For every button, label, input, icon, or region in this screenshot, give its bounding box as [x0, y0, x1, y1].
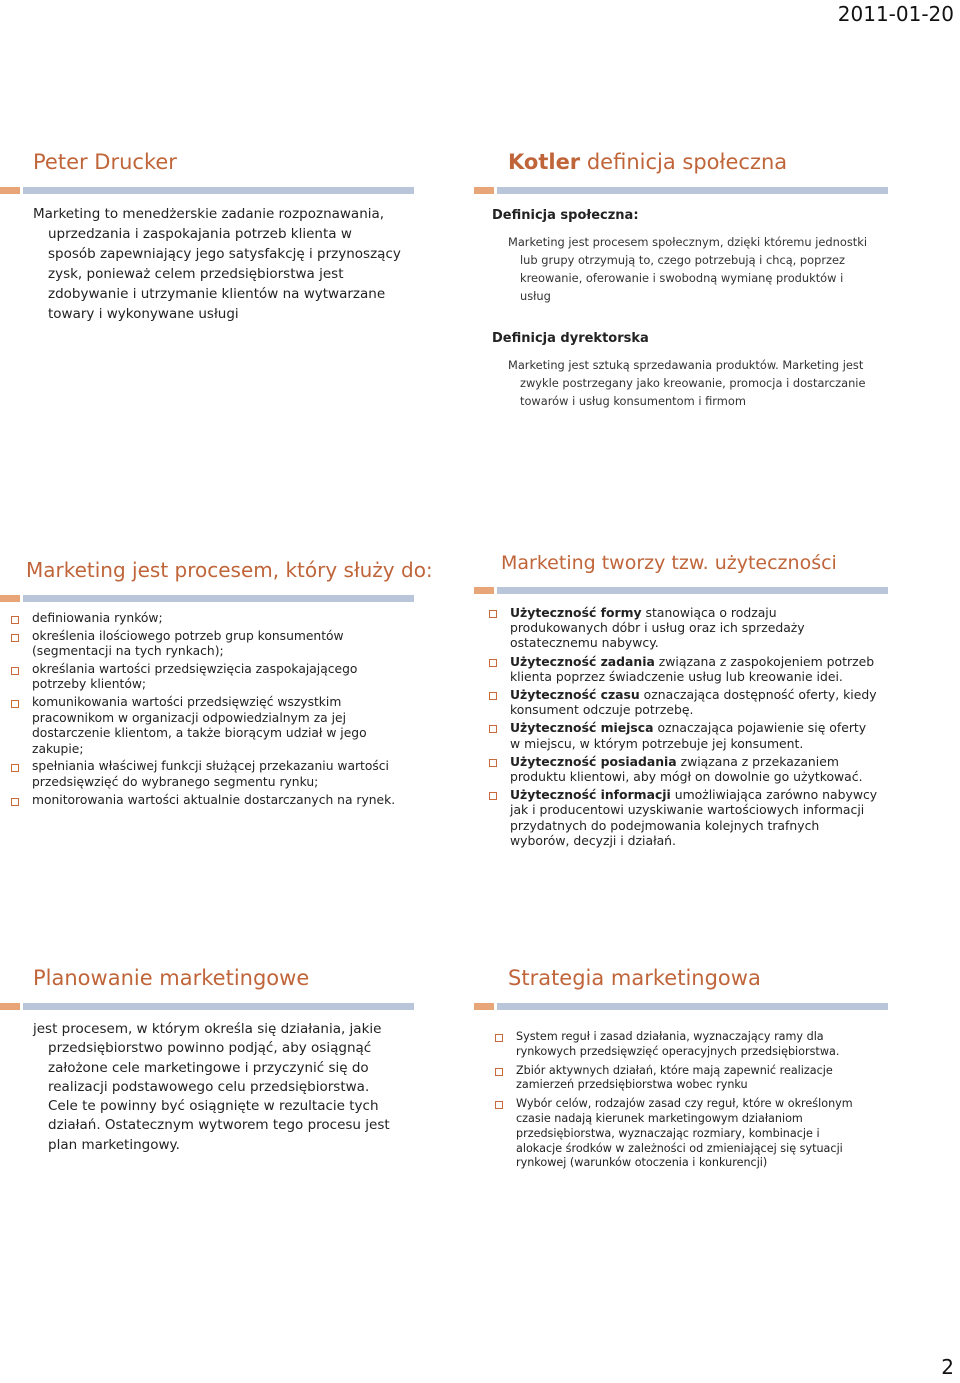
- title-bold-part: Kotler: [508, 150, 581, 174]
- definition-text: Marketing jest procesem społecznym, dzięki któremu jednostki lub grupy otrzymują to, czego potrzebują i chcą, poprzez kreowanie, oferowanie i swobodną wymianę produktów i usług: [508, 235, 867, 303]
- list-item: Użyteczność formy stanowiąca o rodzaju produkowanych dóbr i usług oraz ich sprzedaży ostatecznemu nabywcy.: [488, 605, 878, 651]
- slide-title: [508, 150, 787, 174]
- slide-marketing-strategy: [474, 956, 888, 1196]
- title-rest-part: definicja społeczna: [580, 150, 788, 174]
- square-bullet-icon: [11, 700, 19, 708]
- slide-kotler: [474, 140, 888, 420]
- list-item: Użyteczność informacji umożliwiająca zarówno nabywcy jak i producentowi uzyskiwanie wartościowych informacji przydatnych do podejmowania kolejnych trafnych wyborów, decyzji i działań.: [488, 787, 878, 848]
- list-item: Użyteczność miejsca oznaczająca pojawienie się oferty w miejscu, w którym potrzebuje jej konsument.: [488, 720, 878, 750]
- list-item: określenia ilościowego potrzeb grup konsumentów (segmentacji na tych rynkach);: [10, 629, 400, 660]
- square-bullet-icon: [11, 764, 19, 772]
- title-divider: [0, 595, 414, 602]
- square-bullet-icon: [489, 659, 497, 667]
- strategy-list: [494, 1030, 869, 1175]
- list-item: System reguł i zasad działania, wyznaczający ramy dla rynkowych przedsięwzięć operacyjnych przedsiębiorstwa.: [494, 1030, 869, 1060]
- square-bullet-icon: [11, 634, 19, 642]
- title-divider: [474, 1003, 888, 1010]
- list-item: Użyteczność posiadania związana z przekazaniem produktu klientowi, aby mógł on dowolnie go użytkować.: [488, 754, 878, 784]
- list-item: spełniania właściwej funkcji służącej przekazaniu wartości przedsięwzięć do wybranego segmentu rynku;: [10, 759, 400, 790]
- slide-title: Marketing tworzy tzw. użyteczności: [501, 552, 837, 574]
- list-item: komunikowania wartości przedsięwzięć wszystkim pracownikom w organizacji odpowiedzialnym za jej dostarczenie klientom, a także biorącym udział w jego zakupie;: [10, 695, 400, 757]
- slide-title: Marketing jest procesem, który służy do:: [26, 558, 433, 582]
- slide-title: Planowanie marketingowe: [33, 966, 310, 990]
- list-item: Wybór celów, rodzajów zasad czy reguł, które w określonym czasie nadają kierunek marketingowym działaniom przedsiębiorstwa, wyznaczając rozmiary, kombinacje i alokacje środków w zależności od zmieniającej się sytuacji rynkowej (warunków otoczenia i konkurencji): [494, 1097, 869, 1171]
- definition-text: Marketing jest sztuką sprzedawania produktów. Marketing jest zwykle postrzegany jako kreowanie, promocja i dostarczanie towarów i usług konsumentom i firmom: [508, 358, 866, 408]
- slide-body: [33, 1020, 403, 1155]
- title-divider: [0, 187, 414, 194]
- title-divider: [0, 1003, 414, 1010]
- list-item: definiowania rynków;: [10, 611, 400, 627]
- list-item: Użyteczność czasu oznaczająca dostępność oferty, kiedy konsument odczuje potrzebę.: [488, 687, 878, 717]
- title-divider: [474, 587, 888, 594]
- square-bullet-icon: [489, 759, 497, 767]
- square-bullet-icon: [495, 1068, 503, 1076]
- page-number: 2: [941, 1355, 954, 1379]
- slide-body: [492, 206, 877, 410]
- page-date: 2011-01-20: [837, 2, 954, 26]
- square-bullet-icon: [489, 792, 497, 800]
- list-item: monitorowania wartości aktualnie dostarczanych na rynek.: [10, 793, 400, 809]
- slide-marketing-process: [0, 548, 433, 828]
- square-bullet-icon: [489, 725, 497, 733]
- slide-title: Peter Drucker: [33, 150, 177, 174]
- body-paragraph: Marketing to menedżerskie zadanie rozpoznawania, uprzedzania i zaspokajania potrzeb klienta w sposób zapewniający jego satysfakcję i przynoszący zysk, ponieważ celem przedsiębiorstwa jest zdobywanie i utrzymanie klientów na wytwarzane towary i wykonywane usługi: [33, 206, 401, 322]
- list-item: Użyteczność zadania związana z zaspokojeniem potrzeb klienta poprzez świadczenie usług lub kreowanie idei.: [488, 654, 878, 684]
- square-bullet-icon: [11, 616, 19, 624]
- slide-marketing-planning: [0, 956, 414, 1196]
- slide-body: [33, 204, 403, 324]
- square-bullet-icon: [11, 667, 19, 675]
- list-item: określania wartości przedsięwzięcia zaspokajającego potrzeby klientów;: [10, 662, 400, 693]
- body-paragraph: jest procesem, w którym określa się działania, jakie przedsiębiorstwo powinno podjąć, aby osiągnąć założone cele marketingowe i przyczynić się do realizacji podstawowego celu przedsiębiorstwa. Cele te powinny być osiągnięte w rezultacie tych działań. Ostatecznym wytworem tego procesu jest plan marketingowy.: [33, 1021, 390, 1153]
- slide-peter-drucker: [0, 140, 414, 400]
- square-bullet-icon: [489, 692, 497, 700]
- utilities-list: [488, 605, 878, 851]
- slide-utilities: [474, 542, 888, 848]
- square-bullet-icon: [495, 1034, 503, 1042]
- square-bullet-icon: [11, 798, 19, 806]
- process-list: [10, 611, 400, 810]
- definition-heading: Definicja społeczna:: [492, 208, 639, 223]
- square-bullet-icon: [489, 610, 497, 618]
- list-item: Zbiór aktywnych działań, które mają zapewnić realizacje zamierzeń przedsiębiorstwa wobec rynku: [494, 1064, 869, 1094]
- slide-title: Strategia marketingowa: [508, 966, 761, 990]
- square-bullet-icon: [495, 1101, 503, 1109]
- definition-heading: Definicja dyrektorska: [492, 331, 649, 346]
- title-divider: [474, 187, 888, 194]
